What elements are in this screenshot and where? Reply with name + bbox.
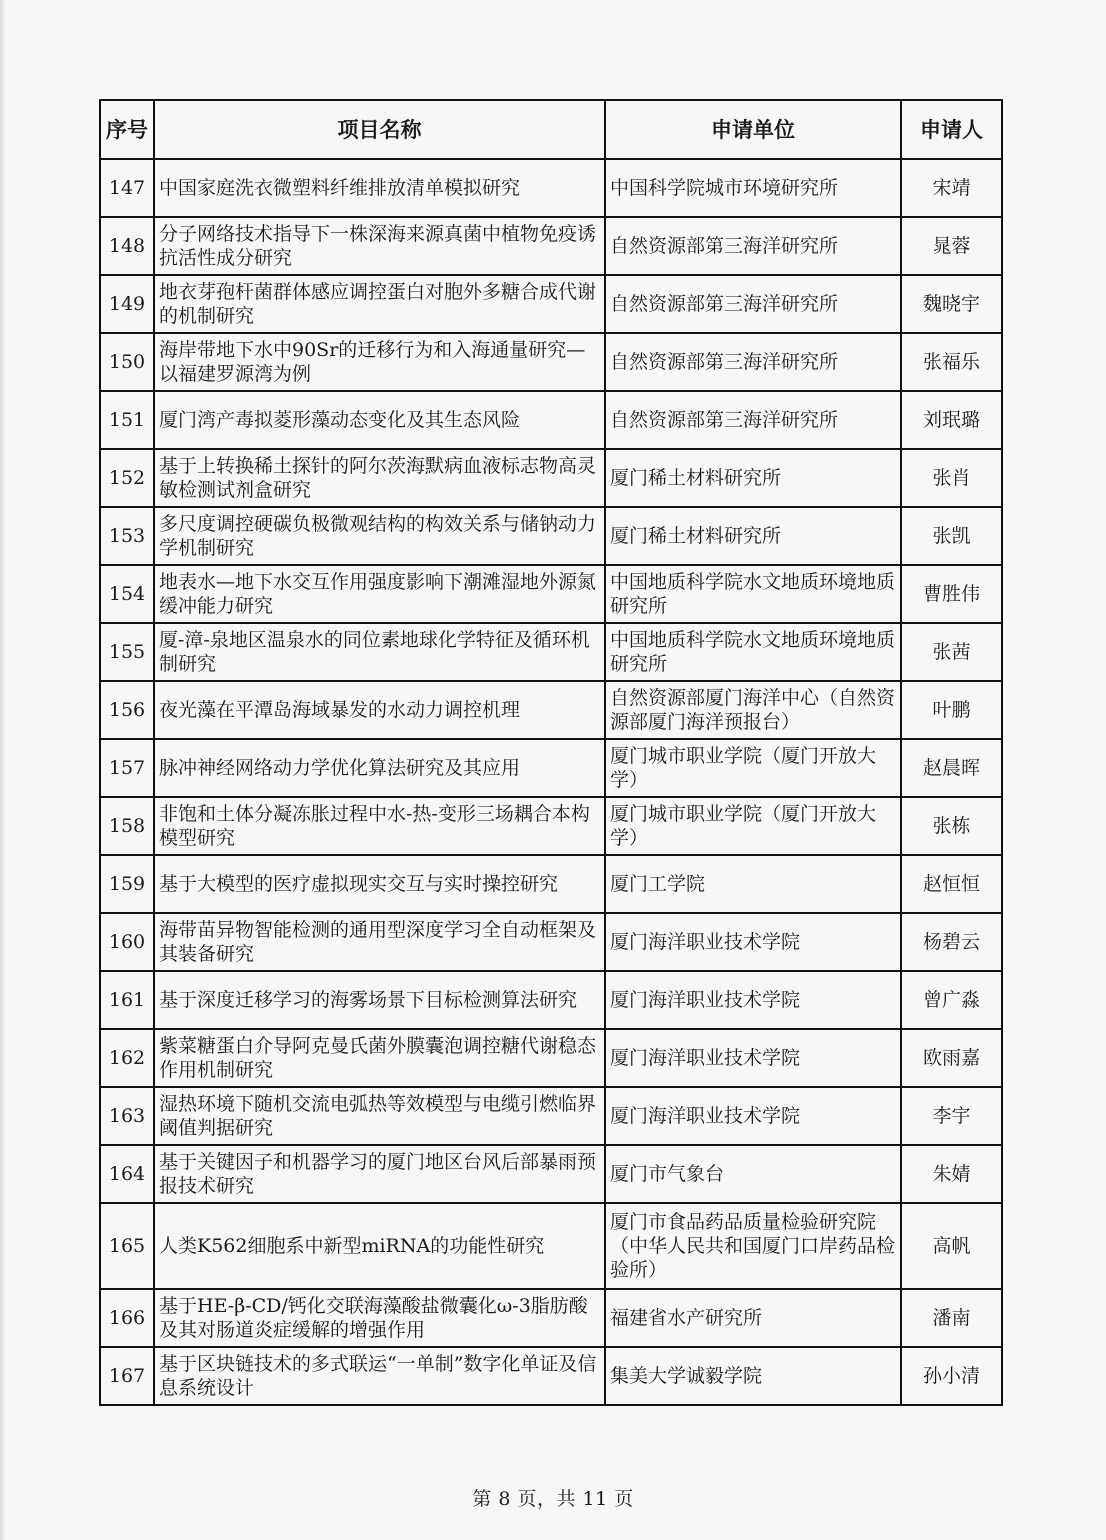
cell-applicant-org: 中国科学院城市环境研究所 xyxy=(605,159,901,217)
table-row xyxy=(100,913,1002,971)
cell-applicant-org: 厦门城市职业学院（厦门开放大学） xyxy=(605,797,901,855)
cell-applicant: 魏晓宇 xyxy=(901,275,1002,333)
cell-project-name: 非饱和土体分凝冻胀过程中水-热-变形三场耦合本构模型研究 xyxy=(154,797,605,855)
cell-project-name: 厦-漳-泉地区温泉水的同位素地球化学特征及循环机制研究 xyxy=(154,623,605,681)
cell-applicant-org: 厦门市气象台 xyxy=(605,1145,901,1203)
cell-no: 147 xyxy=(100,159,154,217)
table-row xyxy=(100,159,1002,217)
cell-applicant: 李宇 xyxy=(901,1087,1002,1145)
table-row xyxy=(100,1087,1002,1145)
cell-applicant-org: 自然资源部厦门海洋中心（自然资源部厦门海洋预报台） xyxy=(605,681,901,739)
cell-project-name: 基于深度迁移学习的海雾场景下目标检测算法研究 xyxy=(154,971,605,1029)
page-footer: 第 8 页，共 11 页 xyxy=(472,1488,634,1510)
table-row xyxy=(100,449,1002,507)
cell-project-name: 人类K562细胞系中新型miRNA的功能性研究 xyxy=(154,1203,605,1289)
cell-project-name: 海带苗异物智能检测的通用型深度学习全自动框架及其装备研究 xyxy=(154,913,605,971)
cell-project-name: 脉冲神经网络动力学优化算法研究及其应用 xyxy=(154,739,605,797)
cell-no: 165 xyxy=(100,1203,154,1289)
table-row xyxy=(100,1203,1002,1289)
cell-no: 157 xyxy=(100,739,154,797)
cell-project-name: 基于HE-β-CD/钙化交联海藻酸盐微囊化ω-3脂肪酸及其对肠道炎症缓解的增强作用 xyxy=(154,1289,605,1347)
cell-applicant-org: 厦门海洋职业技术学院 xyxy=(605,971,901,1029)
cell-applicant: 潘南 xyxy=(901,1289,1002,1347)
cell-applicant: 叶鹏 xyxy=(901,681,1002,739)
table-row xyxy=(100,275,1002,333)
cell-applicant-org: 福建省水产研究所 xyxy=(605,1289,901,1347)
cell-project-name: 湿热环境下随机交流电弧热等效模型与电缆引燃临界阈值判据研究 xyxy=(154,1087,605,1145)
table-row xyxy=(100,971,1002,1029)
cell-project-name: 地表水—地下水交互作用强度影响下潮滩湿地外源氮缓冲能力研究 xyxy=(154,565,605,623)
cell-no: 160 xyxy=(100,913,154,971)
table-row xyxy=(100,855,1002,913)
table-row xyxy=(100,391,1002,449)
cell-applicant: 欧雨嘉 xyxy=(901,1029,1002,1087)
cell-applicant-org: 厦门城市职业学院（厦门开放大学） xyxy=(605,739,901,797)
cell-no: 156 xyxy=(100,681,154,739)
cell-applicant-org: 中国地质科学院水文地质环境地质研究所 xyxy=(605,623,901,681)
table-row xyxy=(100,1289,1002,1347)
cell-no: 152 xyxy=(100,449,154,507)
table-row xyxy=(100,739,1002,797)
header-applicant: 申请人 xyxy=(901,100,1002,159)
cell-project-name: 紫菜糖蛋白介导阿克曼氏菌外膜囊泡调控糖代谢稳态作用机制研究 xyxy=(154,1029,605,1087)
cell-applicant: 张栋 xyxy=(901,797,1002,855)
header-applicant-org: 申请单位 xyxy=(605,100,901,159)
table-row xyxy=(100,507,1002,565)
cell-project-name: 中国家庭洗衣微塑料纤维排放清单模拟研究 xyxy=(154,159,605,217)
cell-project-name: 基于区块链技术的多式联运“一单制”数字化单证及信息系统设计 xyxy=(154,1347,605,1405)
cell-no: 148 xyxy=(100,217,154,275)
table-row xyxy=(100,565,1002,623)
cell-applicant-org: 厦门工学院 xyxy=(605,855,901,913)
cell-applicant-org: 集美大学诚毅学院 xyxy=(605,1347,901,1405)
cell-applicant-org: 厦门市食品药品质量检验研究院（中华人民共和国厦门口岸药品检验所） xyxy=(605,1203,901,1289)
cell-applicant: 晁蓉 xyxy=(901,217,1002,275)
cell-no: 150 xyxy=(100,333,154,391)
cell-no: 163 xyxy=(100,1087,154,1145)
cell-no: 149 xyxy=(100,275,154,333)
cell-applicant: 张茜 xyxy=(901,623,1002,681)
cell-no: 159 xyxy=(100,855,154,913)
cell-applicant-org: 厦门海洋职业技术学院 xyxy=(605,1087,901,1145)
cell-project-name: 基于大模型的医疗虚拟现实交互与实时操控研究 xyxy=(154,855,605,913)
table-row xyxy=(100,1145,1002,1203)
cell-applicant-org: 自然资源部第三海洋研究所 xyxy=(605,333,901,391)
table-row xyxy=(100,623,1002,681)
project-table xyxy=(99,99,1003,1406)
cell-applicant-org: 厦门稀土材料研究所 xyxy=(605,449,901,507)
cell-no: 162 xyxy=(100,1029,154,1087)
cell-applicant: 杨碧云 xyxy=(901,913,1002,971)
cell-no: 158 xyxy=(100,797,154,855)
cell-applicant-org: 厦门海洋职业技术学院 xyxy=(605,1029,901,1087)
cell-project-name: 夜光藻在平潭岛海域暴发的水动力调控机理 xyxy=(154,681,605,739)
cell-project-name: 分子网络技术指导下一株深海来源真菌中植物免疫诱抗活性成分研究 xyxy=(154,217,605,275)
cell-no: 161 xyxy=(100,971,154,1029)
cell-applicant: 赵晨晖 xyxy=(901,739,1002,797)
cell-project-name: 基于上转换稀土探针的阿尔茨海默病血液标志物高灵敏检测试剂盒研究 xyxy=(154,449,605,507)
cell-no: 155 xyxy=(100,623,154,681)
cell-applicant: 曾广淼 xyxy=(901,971,1002,1029)
cell-applicant: 朱婧 xyxy=(901,1145,1002,1203)
cell-applicant-org: 自然资源部第三海洋研究所 xyxy=(605,275,901,333)
table-header-row xyxy=(100,100,1002,159)
cell-applicant-org: 自然资源部第三海洋研究所 xyxy=(605,217,901,275)
cell-applicant: 高帆 xyxy=(901,1203,1002,1289)
cell-project-name: 海岸带地下水中90Sr的迁移行为和入海通量研究—以福建罗源湾为例 xyxy=(154,333,605,391)
table-row xyxy=(100,1347,1002,1405)
cell-applicant: 孙小清 xyxy=(901,1347,1002,1405)
cell-applicant: 宋靖 xyxy=(901,159,1002,217)
cell-applicant: 曹胜伟 xyxy=(901,565,1002,623)
cell-no: 166 xyxy=(100,1289,154,1347)
cell-no: 153 xyxy=(100,507,154,565)
cell-project-name: 多尺度调控硬碳负极微观结构的构效关系与储钠动力学机制研究 xyxy=(154,507,605,565)
cell-applicant: 刘珉璐 xyxy=(901,391,1002,449)
table-row xyxy=(100,797,1002,855)
cell-no: 167 xyxy=(100,1347,154,1405)
cell-applicant: 张凯 xyxy=(901,507,1002,565)
header-no: 序号 xyxy=(100,100,154,159)
header-project-name: 项目名称 xyxy=(154,100,605,159)
cell-applicant-org: 厦门稀土材料研究所 xyxy=(605,507,901,565)
cell-project-name: 厦门湾产毒拟菱形藻动态变化及其生态风险 xyxy=(154,391,605,449)
cell-applicant: 张肖 xyxy=(901,449,1002,507)
cell-no: 164 xyxy=(100,1145,154,1203)
cell-project-name: 地衣芽孢杆菌群体感应调控蛋白对胞外多糖合成代谢的机制研究 xyxy=(154,275,605,333)
table-row xyxy=(100,681,1002,739)
cell-no: 151 xyxy=(100,391,154,449)
cell-applicant-org: 厦门海洋职业技术学院 xyxy=(605,913,901,971)
cell-applicant: 张福乐 xyxy=(901,333,1002,391)
cell-project-name: 基于关键因子和机器学习的厦门地区台风后部暴雨预报技术研究 xyxy=(154,1145,605,1203)
cell-no: 154 xyxy=(100,565,154,623)
table-row xyxy=(100,333,1002,391)
cell-applicant-org: 自然资源部第三海洋研究所 xyxy=(605,391,901,449)
table-body xyxy=(100,159,1002,1405)
table-row xyxy=(100,217,1002,275)
cell-applicant: 赵恒恒 xyxy=(901,855,1002,913)
cell-applicant-org: 中国地质科学院水文地质环境地质研究所 xyxy=(605,565,901,623)
table-row xyxy=(100,1029,1002,1087)
